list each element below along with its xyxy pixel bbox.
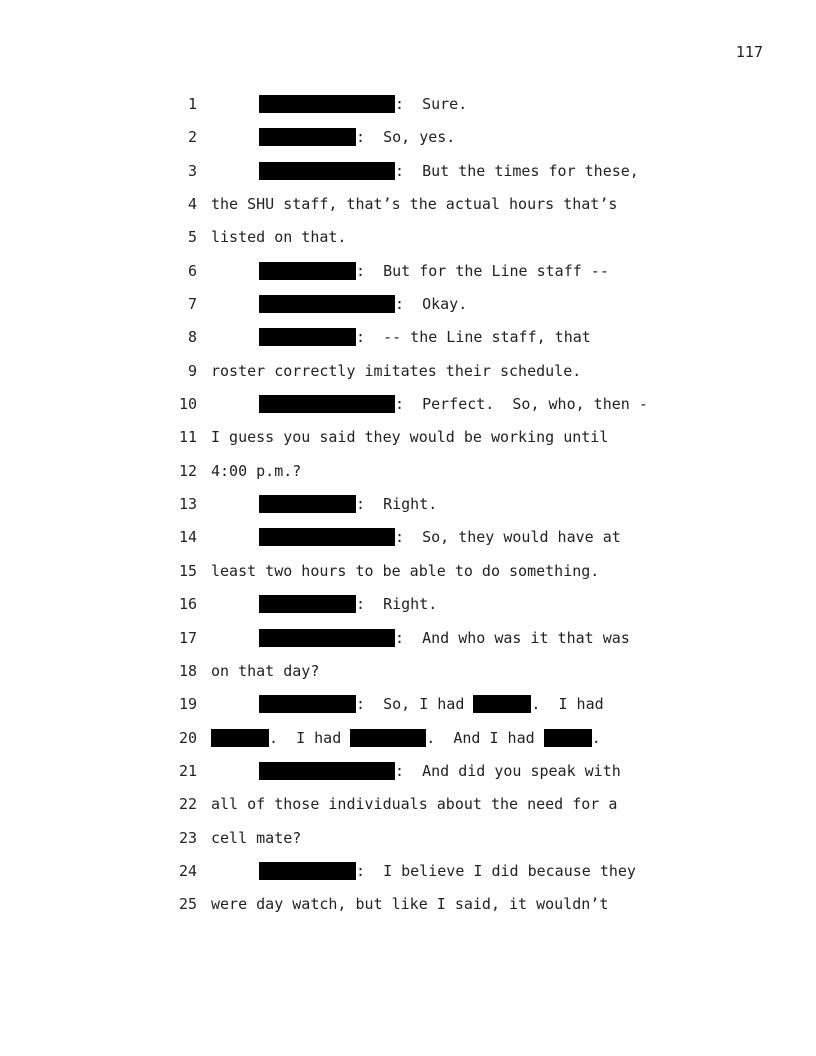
transcript-line (0, 486, 816, 519)
line-text: listed on that. (211, 228, 347, 247)
line-text: all of those individuals about the need for a (211, 795, 618, 814)
line-number: 11 (178, 428, 197, 447)
line-text: : But for the Line staff -- (259, 262, 609, 280)
redaction-block (259, 595, 356, 613)
redaction-block (259, 328, 356, 346)
line-number: 7 (187, 295, 197, 314)
transcript-line (0, 453, 816, 486)
transcript-line (0, 386, 816, 419)
line-text: roster correctly imitates their schedule. (211, 361, 582, 380)
line-text: I guess you said they would be working until (211, 428, 609, 447)
line-text: : Right. (259, 595, 437, 613)
line-text: least two hours to be able to do something. (211, 561, 600, 580)
line-number: 4 (187, 195, 197, 214)
transcript-line (0, 219, 816, 252)
line-number: 24 (178, 861, 197, 880)
redaction-block (259, 128, 356, 146)
transcript-line (0, 686, 816, 719)
line-text: : So, they would have at (259, 528, 621, 546)
line-text: : So, yes. (259, 128, 455, 146)
line-number: 13 (178, 495, 197, 514)
line-number: 18 (178, 661, 197, 680)
line-number: 14 (178, 528, 197, 547)
line-number: 1 (187, 95, 197, 113)
redaction-block (259, 495, 356, 513)
line-text: : So, I had . I had (259, 695, 604, 713)
line-number: 21 (178, 761, 197, 780)
line-number: 22 (178, 795, 197, 814)
transcript-body (0, 86, 816, 920)
line-number: 6 (187, 261, 197, 280)
transcript-line (0, 119, 816, 152)
line-number: 8 (187, 328, 197, 347)
transcript-line (0, 253, 816, 286)
line-text: : And who was it that was (259, 629, 630, 647)
line-number: 5 (187, 228, 197, 247)
transcript-line (0, 153, 816, 186)
redaction-block (544, 729, 592, 747)
line-text: : Right. (259, 495, 437, 513)
transcript-line (0, 586, 816, 619)
line-text: cell mate? (211, 828, 302, 847)
line-number: 9 (187, 361, 197, 380)
transcript-line (0, 753, 816, 786)
redaction-block (259, 395, 395, 413)
transcript-line (0, 620, 816, 653)
transcript-line (0, 853, 816, 886)
line-number: 17 (178, 628, 197, 647)
line-text: the SHU staff, that’s the actual hours that’s (211, 195, 618, 214)
line-number: 3 (187, 161, 197, 180)
redaction-block (259, 629, 395, 647)
redaction-block (473, 695, 531, 713)
transcript-line (0, 886, 816, 919)
line-text: : Perfect. So, who, then - (259, 395, 648, 413)
line-number: 25 (178, 895, 197, 914)
line-text: : But the times for these, (259, 162, 639, 180)
redaction-block (259, 862, 356, 880)
line-text: 4:00 p.m.? (211, 461, 302, 480)
line-text: : Okay. (259, 295, 467, 313)
transcript-line (0, 720, 816, 753)
redaction-block (259, 95, 395, 113)
line-number: 23 (178, 828, 197, 847)
redaction-block (259, 262, 356, 280)
line-number: 20 (178, 728, 197, 747)
page-number: 117 (735, 43, 763, 61)
line-number: 2 (187, 128, 197, 147)
line-text: on that day? (211, 661, 320, 680)
transcript-line (0, 286, 816, 319)
transcript-line (0, 553, 816, 586)
line-number: 15 (178, 561, 197, 580)
redaction-block (259, 762, 395, 780)
transcript-line (0, 419, 816, 452)
line-text: were day watch, but like I said, it wouldn’t (211, 895, 609, 914)
transcript-line (0, 786, 816, 819)
redaction-block (211, 729, 269, 747)
redaction-block (259, 528, 395, 546)
line-number: 12 (178, 461, 197, 480)
transcript-line (0, 319, 816, 352)
line-text: : Sure. (259, 95, 467, 113)
line-text: . I had . And I had . (211, 729, 601, 747)
redaction-block (259, 162, 395, 180)
transcript-line (0, 820, 816, 853)
redaction-block (259, 695, 356, 713)
transcript-line (0, 519, 816, 552)
redaction-block (259, 295, 395, 313)
line-text: : -- the Line staff, that (259, 328, 591, 346)
line-number: 16 (178, 595, 197, 614)
transcript-line (0, 353, 816, 386)
line-number: 19 (178, 695, 197, 714)
transcript-line (0, 186, 816, 219)
transcript-line (0, 653, 816, 686)
line-text: : And did you speak with (259, 762, 621, 780)
transcript-line (0, 86, 816, 119)
line-number: 10 (178, 395, 197, 414)
line-text: : I believe I did because they (259, 862, 636, 880)
redaction-block (350, 729, 426, 747)
